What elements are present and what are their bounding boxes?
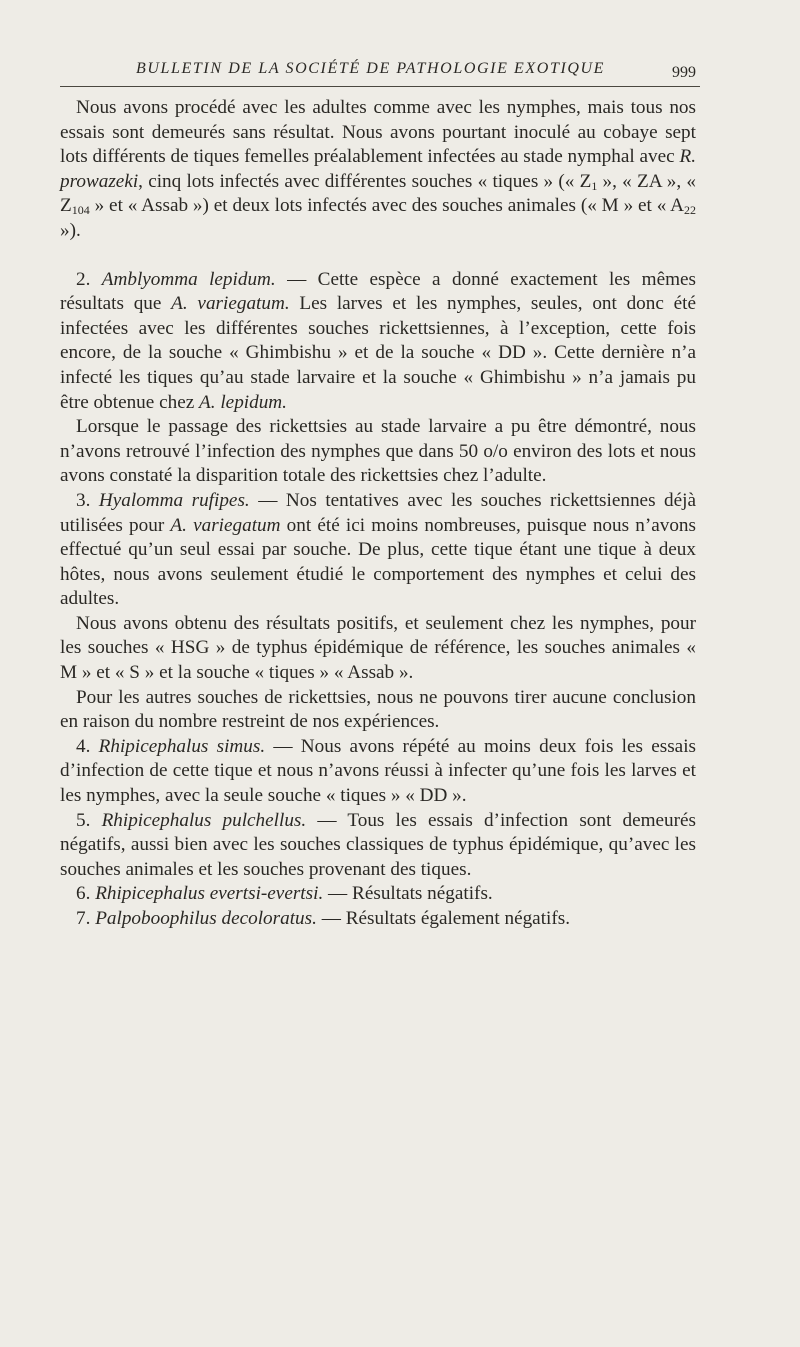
paragraph-section-6: 6. Rhipicephalus evertsi-evertsi. — Résultats négatifs. [76,883,493,905]
species-name: Amblyomma lepidum. [101,268,276,290]
species-name: Rhipicephalus pulchellus. [101,809,307,831]
species-name: Rhipicephalus simus. [98,735,266,757]
paragraph: Nous avons obtenu des résultats positifs, et seulement chez les nymphes, pour les souches « HSG » de typhus épidémique de référence, les souches animales « M » et « S » et la souche « tiques » « Assab ». [60,612,696,684]
running-header [60,58,700,88]
paragraph-section-7: 7. Palpoboophilus decoloratus. — Résultats également négatifs. [76,908,571,929]
paragraph-section-3: 3. Hyalomma rufipes. — Nos tentatives avec les souches rickettsiennes déjà utilisées pour A. variegatum ont été ici moins nombreuses, puisque nous n’avons effectué qu’un seul essai par souche. De plus, cette tique étant une tique à deux hôtes, nous avons seulement étudié le comportement des nymphes et celui des adultes. [60,489,697,610]
paragraph: Pour les autres souches de rickettsies, nous ne pouvons tirer aucune conclusion en raison du nombre restreint de nos expériences. [60,686,696,733]
species-name: Rhipicephalus evertsi-evertsi. [95,883,324,905]
paragraph-section-4: 4. Rhipicephalus simus. — Nous avons répété au moins deux fois les essais d’infection de cette tique et nous n’avons réussi à infecter qu’une fois les larves et les nymphes, avec la seule souche « tiques » « DD ». [60,735,696,807]
paragraph-section-2: 2. Amblyomma lepidum. — Cette espèce a donné exactement les mêmes résultats que A. variegatum. Les larves et les nymphes, seules, ont donc été infectées avec les différentes souches rickettsiennes, à l’exception, cette fois encore, de la souche « Ghimbishu » et de la souche « DD ». Cette dernière n’a infecté les tiques qu’au stade larvaire et la souche « Ghimbishu » n’a jamais pu être obtenue chez A. lepidum. [60,268,696,413]
species-name: Hyalomma rufipes. [98,489,250,511]
article-body [60,96,696,932]
header-rule [60,86,700,87]
species-name: R. prowazeki [60,146,696,192]
paragraph: Nous avons procédé avec les adultes comme avec les nymphes, mais tous nos essais sont demeurés sans résultat. Nous avons pourtant inoculé au cobaye sept lots différents de tiques femelles préalablement infectées au stade nymphal avec R. prowazeki, cinq lots infectés avec différentes souches « tiques » (« $Z_1$ », « ZA », « $Z_{104}$ » et « Assab ») et deux lots infectés avec des souches animales (« M » et « $A_{22}$ »). [60,97,696,241]
paragraph: Lorsque le passage des rickettsies au stade larvaire a pu être démontré, nous n’avons retrouvé l’infection des nymphes que dans 50 o/o environ des lots et nous avons constaté la disparition totale des rickettsies chez l’adulte. [60,416,696,487]
species-name: A. variegatum. [171,293,290,315]
species-name: A. variegatum [170,514,281,536]
species-name: A. lepidum. [199,391,287,413]
page-number: 999 [672,64,696,81]
species-name: Palpoboophilus decoloratus. [95,908,317,929]
journal-title: BULLETIN DE LA SOCIÉTÉ DE PATHOLOGIE EXOTIQUE [136,60,606,77]
paragraph-section-5: 5. Rhipicephalus pulchellus. — Tous les essais d’infection sont demeurés négatifs, aussi bien avec les souches classiques de typhus épidémique, qu’avec les souches animales et les souches provenant des tiques. [60,809,696,880]
